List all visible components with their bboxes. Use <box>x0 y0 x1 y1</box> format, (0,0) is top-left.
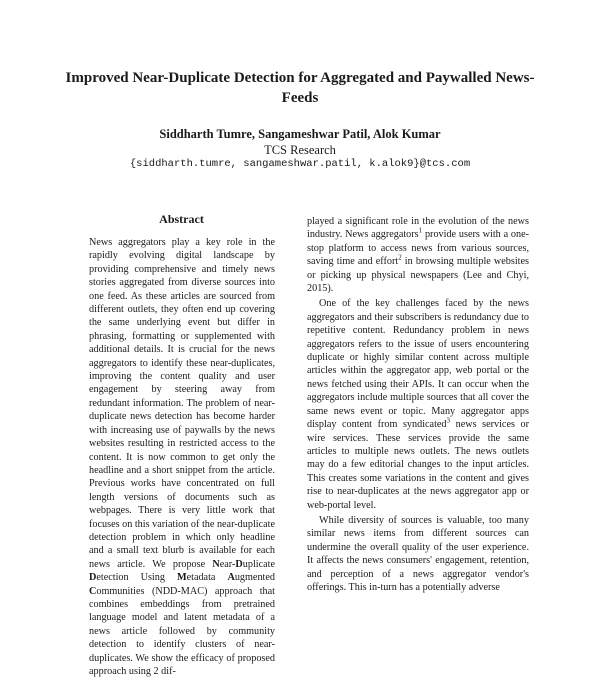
intro-paragraph-3: While diversity of sources is valuable, too many similar news items from different sources can undermine the overall quality of the user experience. It affects the news consumers' engagement, retention, and perception of a news aggregator vendor's offerings. This in-turn has a potentially adverse <box>307 514 529 593</box>
footnote-marker[interactable]: 3 <box>446 416 451 425</box>
intro-text: provide users with a one-stop platform to access news from various sources, saving time and effort <box>307 229 530 268</box>
acronym-letter: N <box>212 558 220 570</box>
abstract-text-start: News aggregators play a key role in the rapidly evolving digital landscape by providing comprehensive and timely news stories aggregated from diverse sources into one feed. As these articles are sourced from different outlets, they often end up covering the same underlying event but differ in phrasing, formatting or supplemented with additional details. It is crucial for the news aggregators to identify these near-duplicates, improving the content quality and user engagement by steering away from redundant information. The problem of near-duplicate news detection has become harder with increasing use of paywalls by the news websites resulting in restricted access to the content. It is now common to get only the headline and a short snippet from the article. Previous works have concentrated on full length versions of documents such as webpages. There is very little work that focuses on this variation of the near-duplicate detection problem in which only headline and a small text blurb is available for each news article. We propose <box>89 237 275 570</box>
intro-text: in browsing multiple websites or picking up physical newspapers (Lee and Chyi, 2015). <box>307 256 529 295</box>
intro-text: One of the key challenges faced by the news aggregators and their subscribers is redundancy due to repetitive content. Redundancy problem in news aggregators refers to the issue of users encountering duplicate or highly similar content across multiple articles within the aggregator app, web portal or the news fetched using their APIs. It can occur when the aggregators include multiple sources that all cover the same news event or topic. Many aggregator apps display content from syndicated <box>307 298 529 431</box>
intro-paragraph-1 <box>307 215 529 295</box>
intro-paragraph-2 <box>307 297 529 512</box>
intro-body <box>307 215 529 600</box>
acronym-word: etection Using <box>96 572 177 584</box>
abstract-heading: Abstract <box>159 212 204 226</box>
affiliation: TCS Research <box>264 143 336 157</box>
intro-text: news services or wire services. These services provide the same articles to multiple news outlets. The news outlets may do a few editorial changes to the input articles. This creates some variations in the content and gives rise to near-duplicates at the news aggregator app or web-portal level. <box>307 419 529 511</box>
paper-title: Improved Near-Duplicate Detection for Aggregated and Paywalled News-Feeds <box>65 70 535 106</box>
abstract-body <box>89 236 275 677</box>
footnote-marker[interactable]: 2 <box>398 253 402 262</box>
acronym-letter: M <box>176 572 187 584</box>
footnote-marker[interactable]: 1 <box>418 227 423 236</box>
abstract-paragraph <box>89 236 275 678</box>
abstract-text-end: (NDD-MAC) approach that combines embeddings from pretrained language model and latent metadata of a news article followed by community detection to identify clusters of near-duplicates. We show the efficacy of proposed approach using 2 dif- <box>89 585 275 677</box>
intro-text: played a significant role in the evolution of the news industry. News aggregators <box>307 216 529 241</box>
author-list: Siddharth Tumre, Sangameshwar Patil, Alok Kumar <box>159 127 441 141</box>
acronym-letter: A <box>227 572 235 584</box>
acronym-word: etadata <box>186 572 228 584</box>
acronym-word: ear- <box>219 558 236 570</box>
acronym-letter: C <box>89 585 97 597</box>
author-emails: {siddharth.tumre, sangameshwar.patil, k.alok9}@tcs.com <box>129 158 471 170</box>
acronym-letter: D <box>89 572 97 584</box>
acronym-word: ugmented <box>234 572 275 584</box>
acronym-letter: D <box>235 558 243 570</box>
acronym-word: ommunities <box>96 585 145 597</box>
acronym-word: uplicate <box>242 558 275 570</box>
